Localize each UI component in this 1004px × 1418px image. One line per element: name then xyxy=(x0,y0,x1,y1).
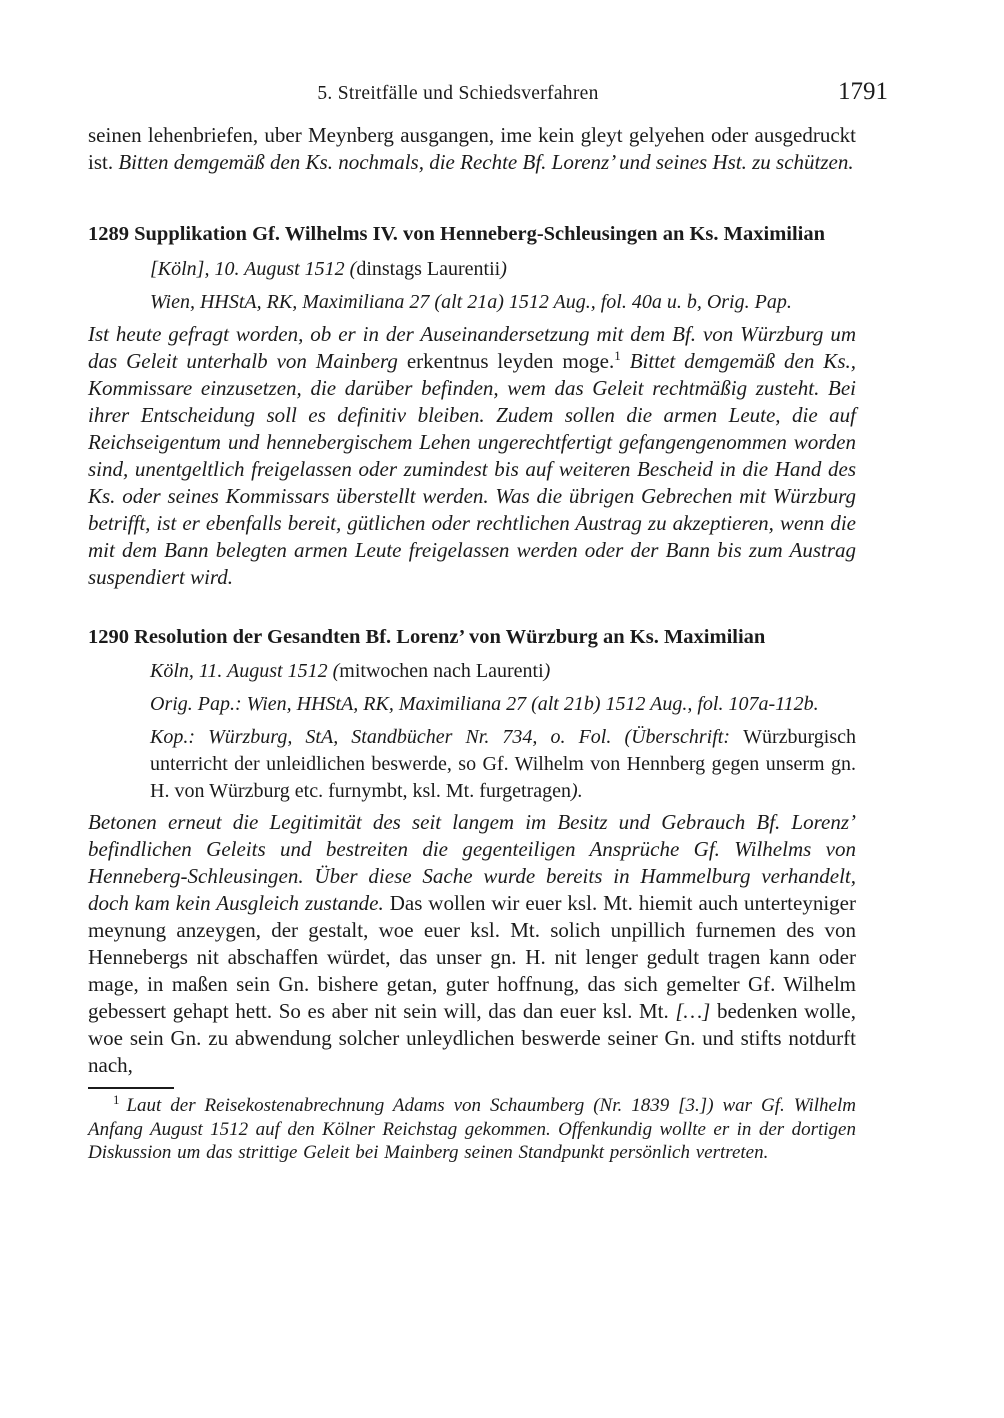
page-number: 1791 xyxy=(838,78,888,105)
entry-body: Ist heute gefragt worden, ob er in der Auseinandersetzung mit dem Bf. von Würzburg um das Geleit unterhalb von Mainberg erkentnus leyden moge.$^1$ Bittet demgemäß den Ks., Kommissare einzusetzen, die darüber befinden, wem das Geleit rechtmäßig zusteht. Bei ihrer Entscheidung soll es definitiv bleiben. Zudem sollen die armen Leute, die auf Reichseigentum und hennebergischem Lehen ungerechtfertigt gefangengenommen worden sind, unentgeltlich freigelassen oder zumindest bis auf weiteren Bescheid in die Hand des Ks. oder seines Kommissars überstellt werden. Was die übrigen Gebrechen mit Würzburg betrifft, ist er ebenfalls bereit, gütlichen oder rechtlichen Austrag zu akzeptieren, wenn die mit dem Bann belegten armen Leute freigelassen werden oder der Bann bis zum Austrag suspendiert wird. xyxy=(88,321,856,589)
entry-source-kop: Kop.: Würzburg, StA, Standbücher Nr. 734, o. Fol. (Überschrift: Würzburgisch unterricht der unleidlichen beswerde, so Gf. Wilhelm von Hennberg gegen unserm gn. H. von Würzburg etc. furnymbt, ksl. Mt. furgetragen). xyxy=(150,726,856,802)
running-header xyxy=(88,78,888,106)
entry-dateline: [Köln], 10. August 1512 (dinstags Laurentii) xyxy=(150,257,507,280)
entry-title: Resolution der Gesandten Bf. Lorenz’ von Würzburg an Ks. Maximilian xyxy=(134,625,766,648)
entry-1289 xyxy=(88,220,856,591)
footnote-text: Laut der Reisekostenabrechnung Adams von Schaumberg (Nr. 1839 [3.]) war Gf. Wilhelm Anfang August 1512 auf den Kölner Reichstag gekommen. Offenkundig wollte er in der dortigen Diskussion um das strittige Geleit bei Mainberg seinen Standpunkt persönlich vertreten. xyxy=(88,1095,856,1163)
entry-number: 1289 xyxy=(88,223,129,245)
entry-body: Betonen erneut die Legitimität des seit langem im Besitz und Gebrauch Bf. Lorenz’ befindlichen Geleits und bestreiten die gegenteiligen Ansprüche Gf. Wilhelms von Henneberg-Schleusingen. Über diese Sache wurde bereits in Hammelburg verhandelt, doch kam kein Ausgleich zustande. Das wollen wir euer ksl. Mt. hiemit auch unterteyniger meynung anzeygen, der gestalt, woe euer ksl. Mt. solich unpillich furnemen des von Hennebergs nit abschaffen würdet, das unser gn. H. nit lenger gedult tragen kann oder mage, in maßen sein Gn. bishere getan, guter hoffnung, das sich gemelter Gf. Wilhelm gebessert gehapt hett. So es aber nit sein will, das dan euer ksl. Mt. […] bedenken wolle, woe sein Gn. zu abwendung solcher unleydlichen beswerde seiner Gn. und stifts notdurft nach, xyxy=(88,810,856,1077)
footnote-1 xyxy=(88,1091,856,1165)
entry-title: Supplikation Gf. Wilhelms IV. von Henneberg-Schleusingen an Ks. Maximilian xyxy=(134,223,826,245)
entry-dateline: Köln, 11. August 1512 (mitwochen nach Laurenti) xyxy=(150,660,551,682)
footnotes-section xyxy=(88,1087,856,1165)
entry-1290 xyxy=(88,623,856,1080)
footnote-marker: 1 xyxy=(113,1091,120,1107)
intro-paragraph: seinen lehenbriefen, uber Meynberg ausgangen, ime kein gleyt gelyehen oder ausgedruckt ist. Bitten demgemäß den Ks. nochmals, die Rechte Bf. Lorenz’ und seines Hst. zu schützen. xyxy=(88,123,856,174)
entry-source: Wien, HHStA, RK, Maximiliana 27 (alt 21a) 1512 Aug., fol. 40a u. b, Orig. Pap. xyxy=(150,290,792,313)
entry-heading xyxy=(88,623,856,652)
entry-source-orig: Orig. Pap.: Wien, HHStA, RK, Maximiliana 27 (alt 21b) 1512 Aug., fol. 107a-112b. xyxy=(150,693,819,715)
footnote-separator-rule xyxy=(88,1087,174,1089)
entry-heading xyxy=(88,220,856,249)
running-header-title: 5. Streitfälle und Schiedsverfahren xyxy=(317,83,599,104)
entry-number: 1290 xyxy=(88,625,129,648)
